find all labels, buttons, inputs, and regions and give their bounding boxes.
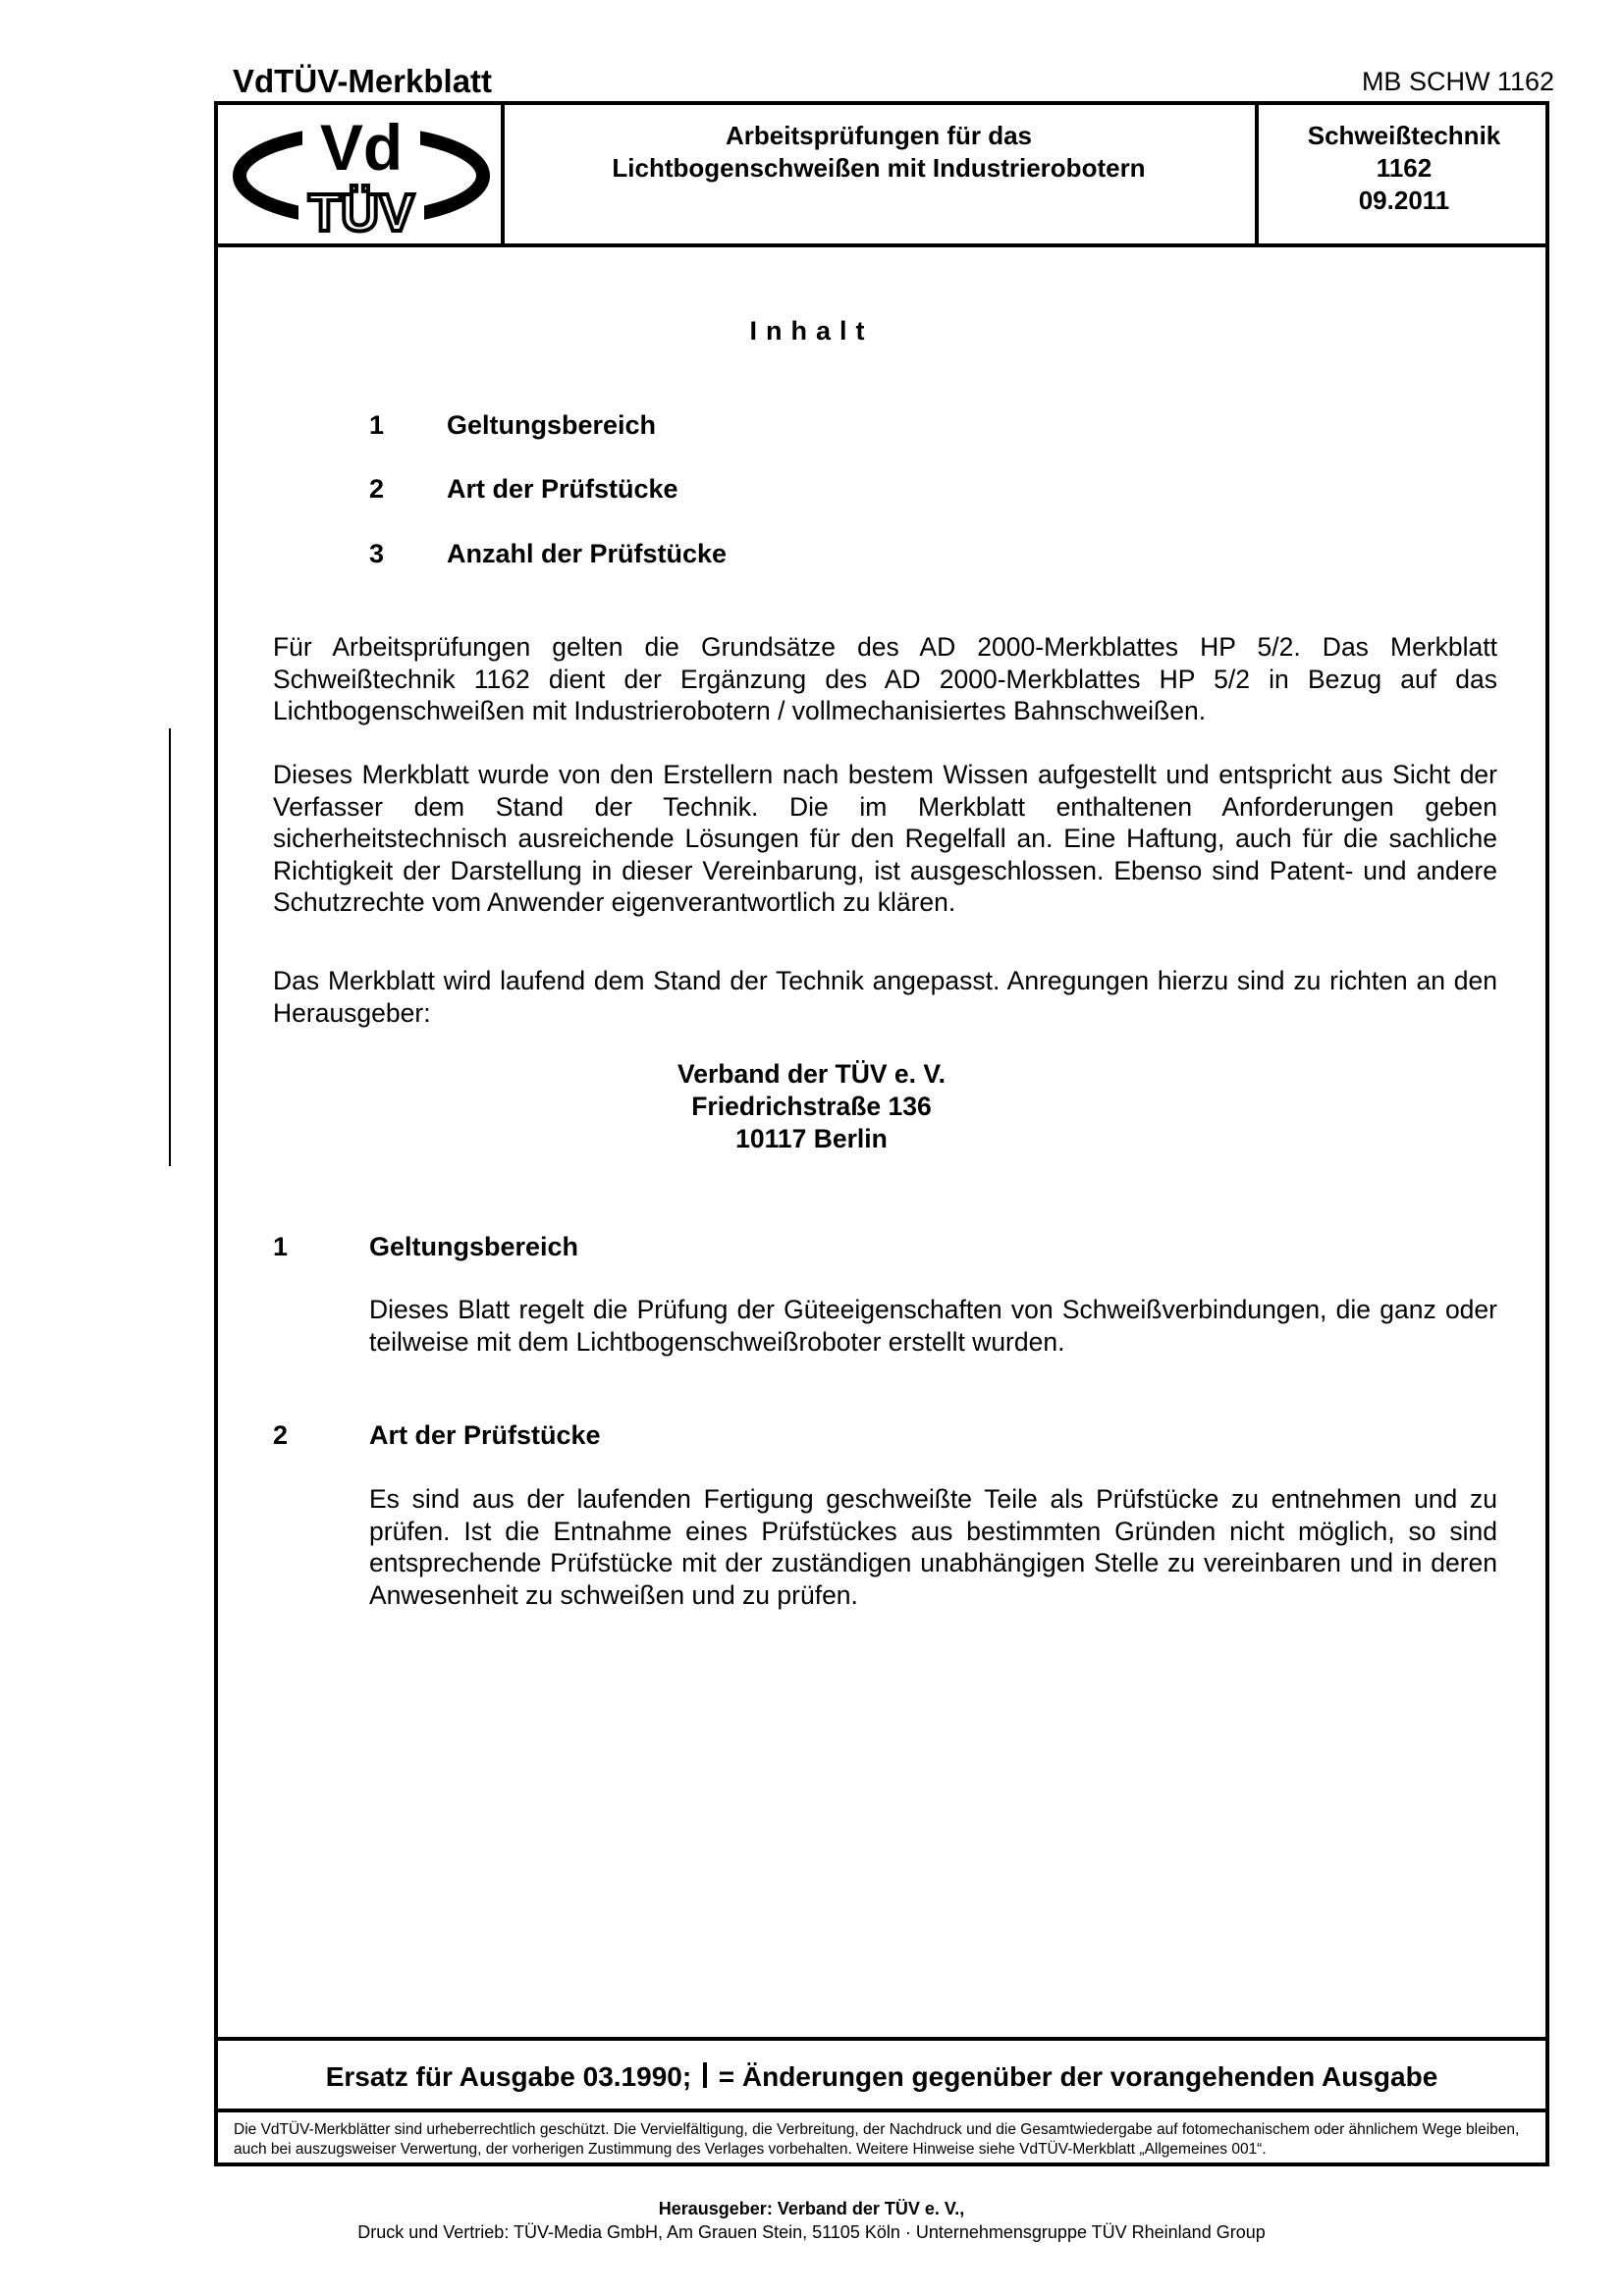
section-number: 1 [273,1232,289,1261]
logo-text-bottom: TÜV [308,184,414,239]
footer-publisher: Herausgeber: Verband der TÜV e. V., [658,2199,965,2218]
publisher-name: Verband der TÜV e. V. [677,1059,946,1089]
toc-item-number: 1 [369,410,385,440]
document-code: MB SCHW 1162 [1361,67,1554,96]
header-subject [506,120,1252,185]
replacement-prefix: Ersatz für Ausgabe 03.1990; [325,2061,692,2092]
header-column-divider-right [1255,101,1259,246]
section-title: Art der Prüfstücke [369,1420,601,1450]
toc-heading: Inhalt [749,316,874,346]
header-number: 1162 [1376,153,1433,183]
section-number: 2 [273,1420,289,1450]
header-field: Schweißtechnik [1307,121,1501,150]
subject-line-1: Arbeitsprüfungen für das [725,121,1032,150]
publisher-street: Friedrichstraße 136 [691,1092,932,1121]
toc-item-label: Art der Prüfstücke [447,474,678,504]
section-text: Dieses Blatt regelt die Prüfung der Güteeigenschaften von Schweißverbindungen, die ganz oder teilweise mit dem Lichtbogenschweißroboter erstellt wurden. [369,1295,1497,1357]
intro-paragraph: Für Arbeitsprüfungen gelten die Grundsätze des AD 2000-Merkblattes HP 5/2. Das Merkblatt Schweißtechnik 1162 dient der Ergänzung des AD 2000-Merkblattes HP 5/2 in Bezug auf das Lichtbogenschweißen mit Industrierobotern / vollmechanisiertes Bahnschweißen. [273,632,1497,725]
header-divider [214,243,1549,247]
publisher-address [0,1058,1623,1155]
vdtuev-logo [224,111,499,239]
document-title: VdTÜV-Merkblatt [233,63,493,99]
toc-item-label: Anzahl der Prüfstücke [447,539,728,568]
toc-item-label: Geltungsbereich [447,410,657,440]
section-title: Geltungsbereich [369,1232,579,1261]
header-column-divider-left [501,101,505,246]
logo-text-top: Vd [319,111,404,184]
replacement-suffix: = Änderungen gegenüber der vorangehenden Ausgabe [718,2061,1438,2092]
header-date: 09.2011 [1358,186,1450,215]
footer-distribution: Druck und Vertrieb: TÜV-Media GmbH, Am Grauen Stein, 51105 Köln · Unternehmensgruppe TÜV Rheinland Group [357,2222,1266,2242]
replacement-note [214,2061,1549,2093]
section-text: Es sind aus der laufenden Fertigung geschweißte Teile als Prüfstücke zu entnehmen und zu prüfen. Ist die Entnahme eines Prüfstückes aus bestimmten Gründen nicht möglich, so sind entsprechende Prüfstücke mit der zuständigen unabhängigen Stelle zu vereinbaren und in deren Anwesenheit zu schweißen und zu prüfen. [369,1484,1497,1610]
intro-paragraph: Dieses Merkblatt wurde von den Erstellern nach bestem Wissen aufgestellt und entspricht aus Sicht der Verfasser dem Stand der Technik. Die im Merkblatt enthaltenen Anforderungen geben sicherheitstechnisch ausreichende Lösungen für den Regelfall an. Eine Haftung, auch für die sachliche Richtigkeit der Darstellung in dieser Vereinbarung, ist ausgeschlossen. Ebenso sind Patent- und andere Schutzrechte vom Anwender eigenverantwortlich zu klären. [273,760,1497,917]
header-meta [1262,120,1546,217]
change-marker-symbol [703,2062,707,2088]
footer-divider-bottom [214,2109,1549,2112]
footer-divider-top [214,2037,1549,2041]
intro-paragraph: Das Merkblatt wird laufend dem Stand der Technik angepasst. Anregungen hierzu sind zu richten an den Herausgeber: [273,966,1497,1028]
copyright-notice: Die VdTÜV-Merkblätter sind urheberrechtlich geschützt. Die Vervielfältigung, die Verbreitung, der Nachdruck und die Gesamtwiedergabe auf fotomechanischem oder ähnlichem Wege bleiben, auch bei auszugsweiser Verwertung, der vorherigen Zustimmung des Verlages vorbehalten. Weitere Hinweise siehe VdTÜV-Merkblatt „Allgemeines 001“. [234,2121,1520,2158]
publisher-city: 10117 Berlin [735,1124,888,1153]
toc-item-number: 3 [369,539,385,568]
subject-line-2: Lichtbogenschweißen mit Industrierobotern [612,153,1146,183]
toc-item-number: 2 [369,474,385,504]
